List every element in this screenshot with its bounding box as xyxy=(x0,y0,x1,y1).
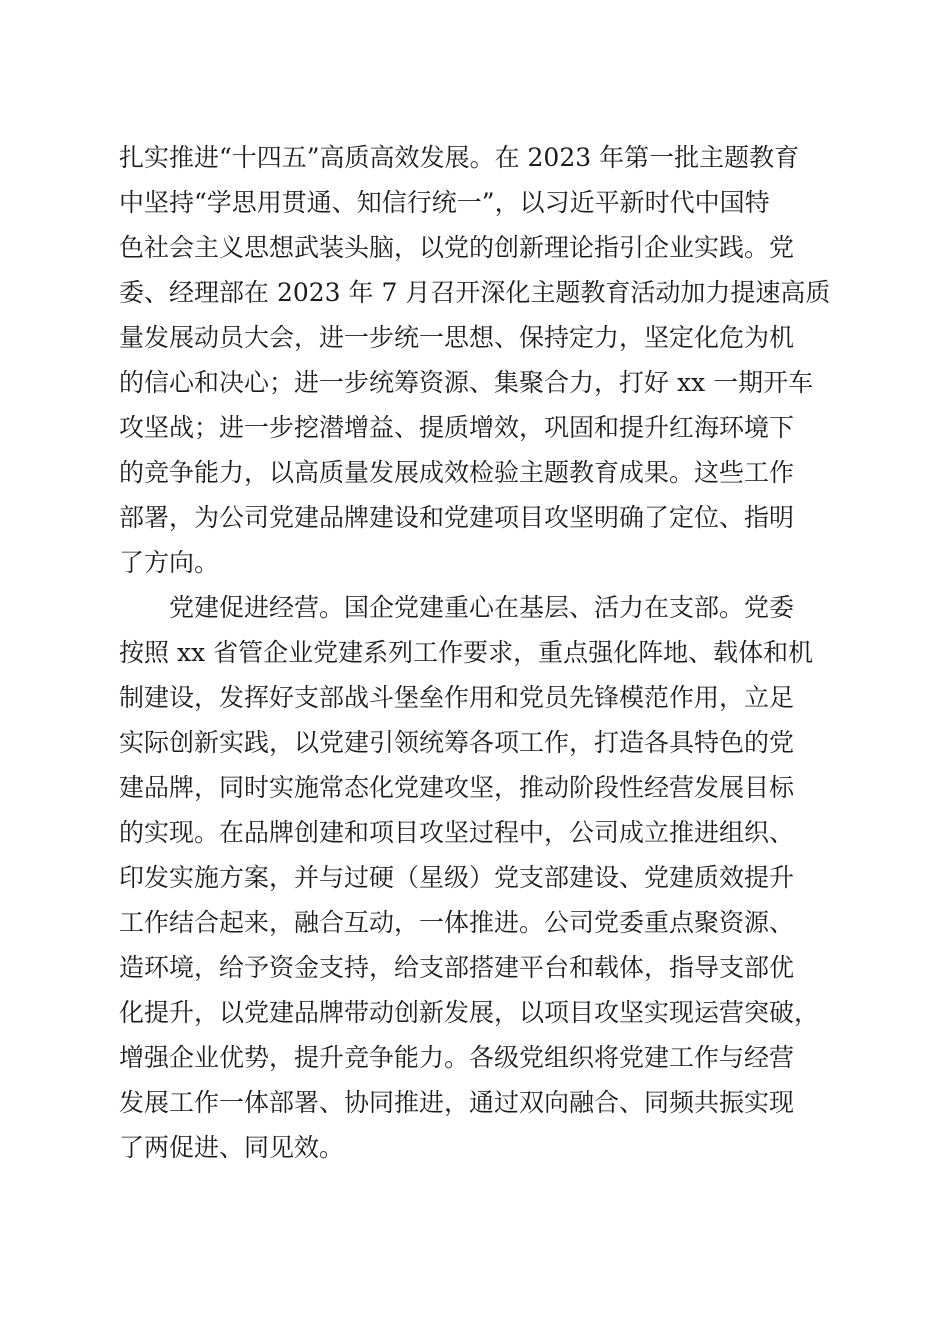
paragraph-line: 按照 xx 省管企业党建系列工作要求，重点强化阵地、载体和机 xyxy=(119,638,814,667)
paragraph-line: 扎实推进“十四五”高质高效发展。在 2023 年第一批主题教育 xyxy=(119,143,800,172)
paragraph-line: 量发展动员大会，进一步统一思想、保持定力，坚定化危为机 xyxy=(119,323,795,352)
paragraph-line: 实际创新实践，以党建引领统筹各项工作，打造各具特色的党 xyxy=(119,728,795,757)
paragraph-line: 发展工作一体部署、协同推进，通过双向融合、同频共振实现 xyxy=(119,1088,795,1117)
paragraph-line: 增强企业优势，提升竞争能力。各级党组织将党建工作与经营 xyxy=(119,1043,795,1072)
paragraph-line: 党建促进经营。国企党建重心在基层、活力在支部。党委 xyxy=(169,593,795,622)
paragraph-line: 建品牌，同时实施常态化党建攻坚，推动阶段性经营发展目标 xyxy=(119,773,795,802)
paragraph-line: 了两促进、同见效。 xyxy=(119,1133,345,1162)
paragraph-line: 造环境，给予资金支持，给支部搭建平台和载体，指导支部优 xyxy=(119,953,795,982)
paragraph-line: 攻坚战；进一步挖潜增益、提质增效，巩固和提升红海环境下 xyxy=(119,413,795,442)
paragraph-line: 工作结合起来，融合互动，一体推进。公司党委重点聚资源、 xyxy=(119,908,795,937)
paragraph-line: 色社会主义思想武装头脑，以党的创新理论指引企业实践。党 xyxy=(119,233,795,262)
paragraph-line: 委、经理部在 2023 年 7 月召开深化主题教育活动加力提速高质 xyxy=(119,278,831,307)
paragraph-line: 了方向。 xyxy=(119,548,220,577)
paragraph-line: 部署，为公司党建品牌建设和党建项目攻坚明确了定位、指明 xyxy=(119,503,795,532)
paragraph-line: 印发实施方案，并与过硬（星级）党支部建设、党建质效提升 xyxy=(119,863,795,892)
paragraph-line: 化提升，以党建品牌带动创新发展，以项目攻坚实现运营突破， xyxy=(119,998,820,1027)
paragraph-line: 的实现。在品牌创建和项目攻坚过程中，公司成立推进组织、 xyxy=(119,818,795,847)
paragraph-line: 的竞争能力，以高质量发展成效检验主题教育成果。这些工作 xyxy=(119,458,795,487)
paragraph-line: 的信心和决心；进一步统筹资源、集聚合力，打好 xx 一期开车 xyxy=(119,368,814,397)
paragraph-line: 制建设，发挥好支部战斗堡垒作用和党员先锋模范作用，立足 xyxy=(119,683,795,712)
paragraph-line: 中坚持“学思用贯通、知信行统一”，以习近平新时代中国特 xyxy=(119,188,770,217)
